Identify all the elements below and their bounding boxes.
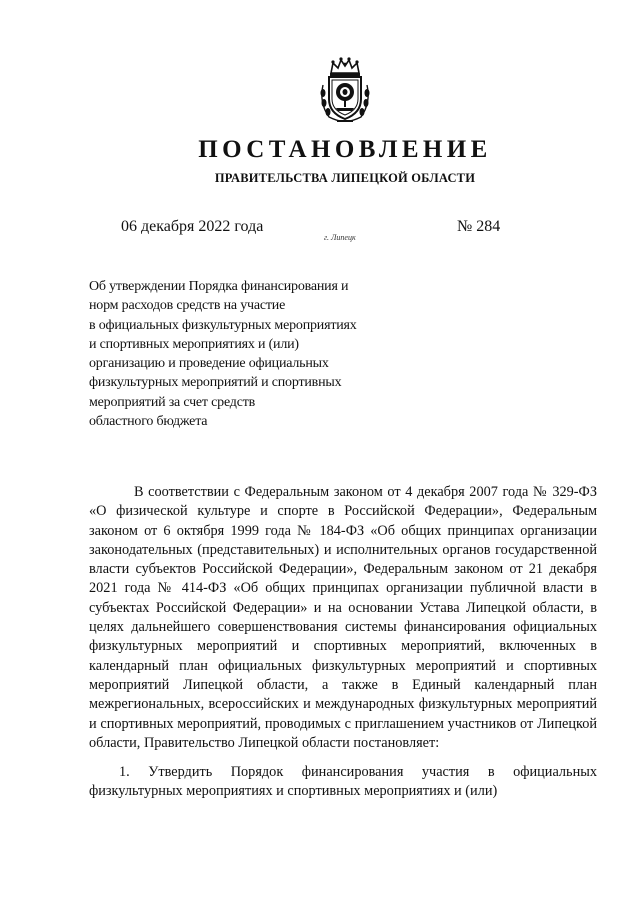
subject-line: мероприятий за счет средств (89, 394, 256, 410)
body-paragraph: В соответствии с Федеральным законом от 4 декабря 2007 года № 329-ФЗ «О физической культуре и спорте в Российской Федерации», Федеральным законом от 6 октября 1999 года № 184-ФЗ «Об общих принципах организации законодательных (представительных) и исполнительных органов государственной власти субъектов Российской Федерации», Федеральным законом от 21 декабря 2021 года № 414-ФЗ «Об общих принципах организации публичной власти в субъектах Российской Федерации» и на основании Устава Липецкой области, в целях дальнейшего совершенствования системы финансирования официальных физкультурных мероприятий и спортивных мероприятий, включенных в календарный план официальных физкультурных мероприятий и спортивных мероприятий Липецкой области, а также в Единый календарный план межрегиональных, всероссийских и международных физкультурных мероприятий и спортивных мероприятий, проводимых с приглашением участников от Липецкой области, Правительство Липецкой области постановляет: (89, 484, 597, 751)
subject-line: организацию и проведение официальных (89, 356, 329, 372)
issuing-authority: ПРАВИТЕЛЬСТВА ЛИПЕЦКОЙ ОБЛАСТИ (214, 171, 476, 185)
body-paragraph: 1. Утвердить Порядок финансирования участия в официальных физкультурных мероприятиях и спортивных мероприятиях и (или) (89, 764, 597, 800)
document-number: № 284 (457, 218, 501, 235)
subject-line: в официальных физкультурных мероприятиях (89, 317, 357, 333)
subject-line: Об утверждении Порядка финансирования и (89, 279, 349, 294)
subject-line: областного бюджета (89, 414, 208, 430)
document-body (89, 483, 597, 802)
coat-of-arms-icon (315, 55, 375, 123)
subject-line: норм расходов средств на участие (89, 298, 286, 314)
subject-line: и спортивных мероприятиях и (или) (89, 336, 299, 352)
subject-line: физкультурных мероприятий и спортивных (89, 375, 342, 391)
document-date: 06 декабря 2022 года (121, 218, 264, 235)
document-title: ПОСТАНОВЛЕНИЕ (198, 136, 492, 163)
document-subject (89, 277, 409, 431)
document-city: г. Липецк (324, 233, 356, 242)
